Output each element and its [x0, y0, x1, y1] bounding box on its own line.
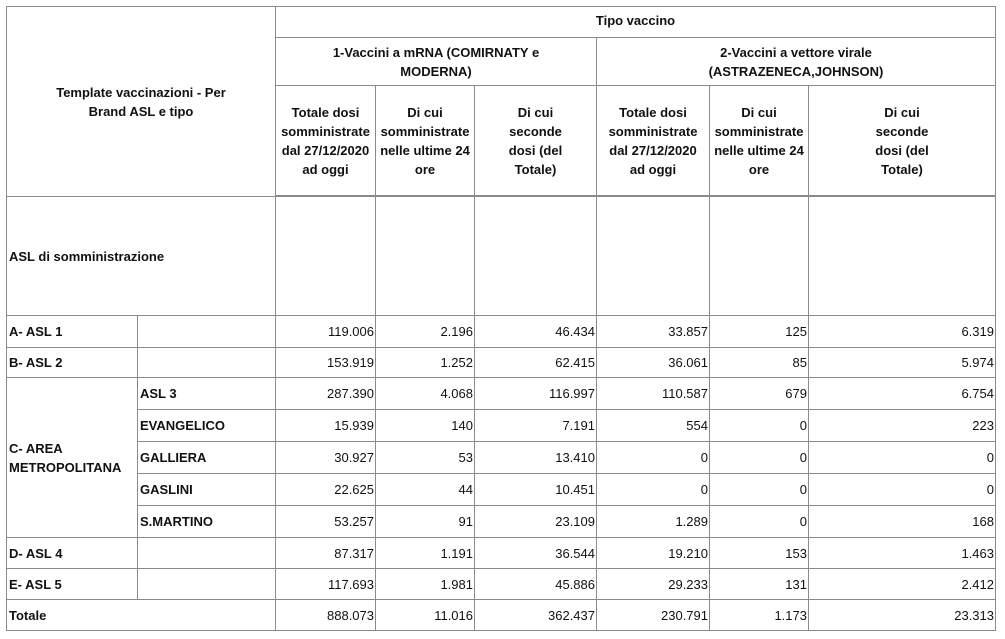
cell: 1.191: [376, 538, 475, 569]
cell: 140: [376, 410, 475, 442]
cell: 5.974: [809, 348, 996, 378]
row-label: E- ASL 5: [7, 569, 138, 600]
cell: 33.857: [597, 316, 710, 348]
cell: 7.191: [475, 410, 597, 442]
row-label: ASL 3: [138, 378, 276, 410]
cell: 22.625: [276, 474, 376, 506]
empty-cell: [809, 197, 996, 316]
cell: 53: [376, 442, 475, 474]
cell: 131: [710, 569, 809, 600]
cell: 0: [710, 442, 809, 474]
col-header-5: Di cui somministrate nelle ultime 24 ore: [710, 86, 809, 196]
vaccination-table: [6, 6, 996, 631]
cell: 116.997: [475, 378, 597, 410]
cell: 19.210: [597, 538, 710, 569]
cell: 53.257: [276, 506, 376, 538]
empty-cell: [710, 197, 809, 316]
cell: 1.173: [710, 600, 809, 631]
empty-cell: [138, 348, 276, 378]
row-label: D- ASL 4: [7, 538, 138, 569]
cell: 362.437: [475, 600, 597, 631]
cell: 91: [376, 506, 475, 538]
cell: 888.073: [276, 600, 376, 631]
cell: 168: [809, 506, 996, 538]
cell: 0: [710, 506, 809, 538]
cell: 62.415: [475, 348, 597, 378]
cell: 110.587: [597, 378, 710, 410]
cell: 6.754: [809, 378, 996, 410]
table-row: [7, 378, 996, 410]
row-label: A- ASL 1: [7, 316, 138, 348]
cell: 44: [376, 474, 475, 506]
cell: 230.791: [597, 600, 710, 631]
cell: 36.061: [597, 348, 710, 378]
cell: 10.451: [475, 474, 597, 506]
cell: 0: [597, 474, 710, 506]
cell: 223: [809, 410, 996, 442]
cell: 4.068: [376, 378, 475, 410]
cell: 15.939: [276, 410, 376, 442]
cell: 1.463: [809, 538, 996, 569]
cell: 23.109: [475, 506, 597, 538]
col-header-2: Di cui somministrate nelle ultime 24 ore: [376, 86, 475, 196]
table-row: [7, 348, 996, 378]
type1-header: 1-Vaccini a mRNA (COMIRNATY e MODERNA): [276, 38, 597, 86]
cell: 287.390: [276, 378, 376, 410]
row-label: Totale: [7, 600, 276, 631]
empty-cell: [138, 569, 276, 600]
table-row: [7, 410, 996, 442]
cell: 87.317: [276, 538, 376, 569]
row-label: EVANGELICO: [138, 410, 276, 442]
cell: 45.886: [475, 569, 597, 600]
cell: 46.434: [475, 316, 597, 348]
col-header-1: Totale dosi somministrate dal 27/12/2020 ad oggi: [276, 86, 376, 196]
row-label: GALLIERA: [138, 442, 276, 474]
group-header: Tipo vaccino: [276, 7, 996, 38]
cell: 29.233: [597, 569, 710, 600]
area-label: C- AREA METROPOLITANA: [7, 378, 138, 538]
cell: 0: [710, 410, 809, 442]
cell: 119.006: [276, 316, 376, 348]
cell: 153.919: [276, 348, 376, 378]
cell: 117.693: [276, 569, 376, 600]
table-row: [7, 316, 996, 348]
cell: 13.410: [475, 442, 597, 474]
empty-cell: [597, 197, 710, 316]
table-row: [7, 569, 996, 600]
cell: 0: [597, 442, 710, 474]
cell: 30.927: [276, 442, 376, 474]
cell: 1.981: [376, 569, 475, 600]
cell: 6.319: [809, 316, 996, 348]
row-label: S.MARTINO: [138, 506, 276, 538]
table-row: [7, 538, 996, 569]
cell: 125: [710, 316, 809, 348]
corner-label: Template vaccinazioni - Per Brand ASL e tipo: [7, 7, 276, 197]
cell: 85: [710, 348, 809, 378]
cell: 554: [597, 410, 710, 442]
col-header-3: Di cui seconde dosi (del Totale): [475, 86, 597, 196]
cell: 0: [710, 474, 809, 506]
empty-cell: [138, 538, 276, 569]
cell: 679: [710, 378, 809, 410]
cell: 2.412: [809, 569, 996, 600]
row-label: B- ASL 2: [7, 348, 138, 378]
cell: 1.289: [597, 506, 710, 538]
cell: 153: [710, 538, 809, 569]
row-label-header: ASL di somministrazione: [7, 197, 276, 316]
empty-cell: [138, 316, 276, 348]
type2-header: 2-Vaccini a vettore virale (ASTRAZENECA,JOHNSON): [597, 38, 996, 86]
row-label: GASLINI: [138, 474, 276, 506]
cell: 0: [809, 474, 996, 506]
cell: 1.252: [376, 348, 475, 378]
empty-cell: [276, 197, 376, 316]
total-row: [7, 600, 996, 631]
empty-cell: [475, 197, 597, 316]
cell: 11.016: [376, 600, 475, 631]
cell: 23.313: [809, 600, 996, 631]
cell: 36.544: [475, 538, 597, 569]
table-row: [7, 442, 996, 474]
table-row: [7, 474, 996, 506]
cell: 2.196: [376, 316, 475, 348]
col-header-4: Totale dosi somministrate dal 27/12/2020 ad oggi: [597, 86, 710, 196]
empty-cell: [376, 197, 475, 316]
table-row: [7, 506, 996, 538]
cell: 0: [809, 442, 996, 474]
col-header-6: Di cui seconde dosi (del Totale): [809, 86, 996, 196]
